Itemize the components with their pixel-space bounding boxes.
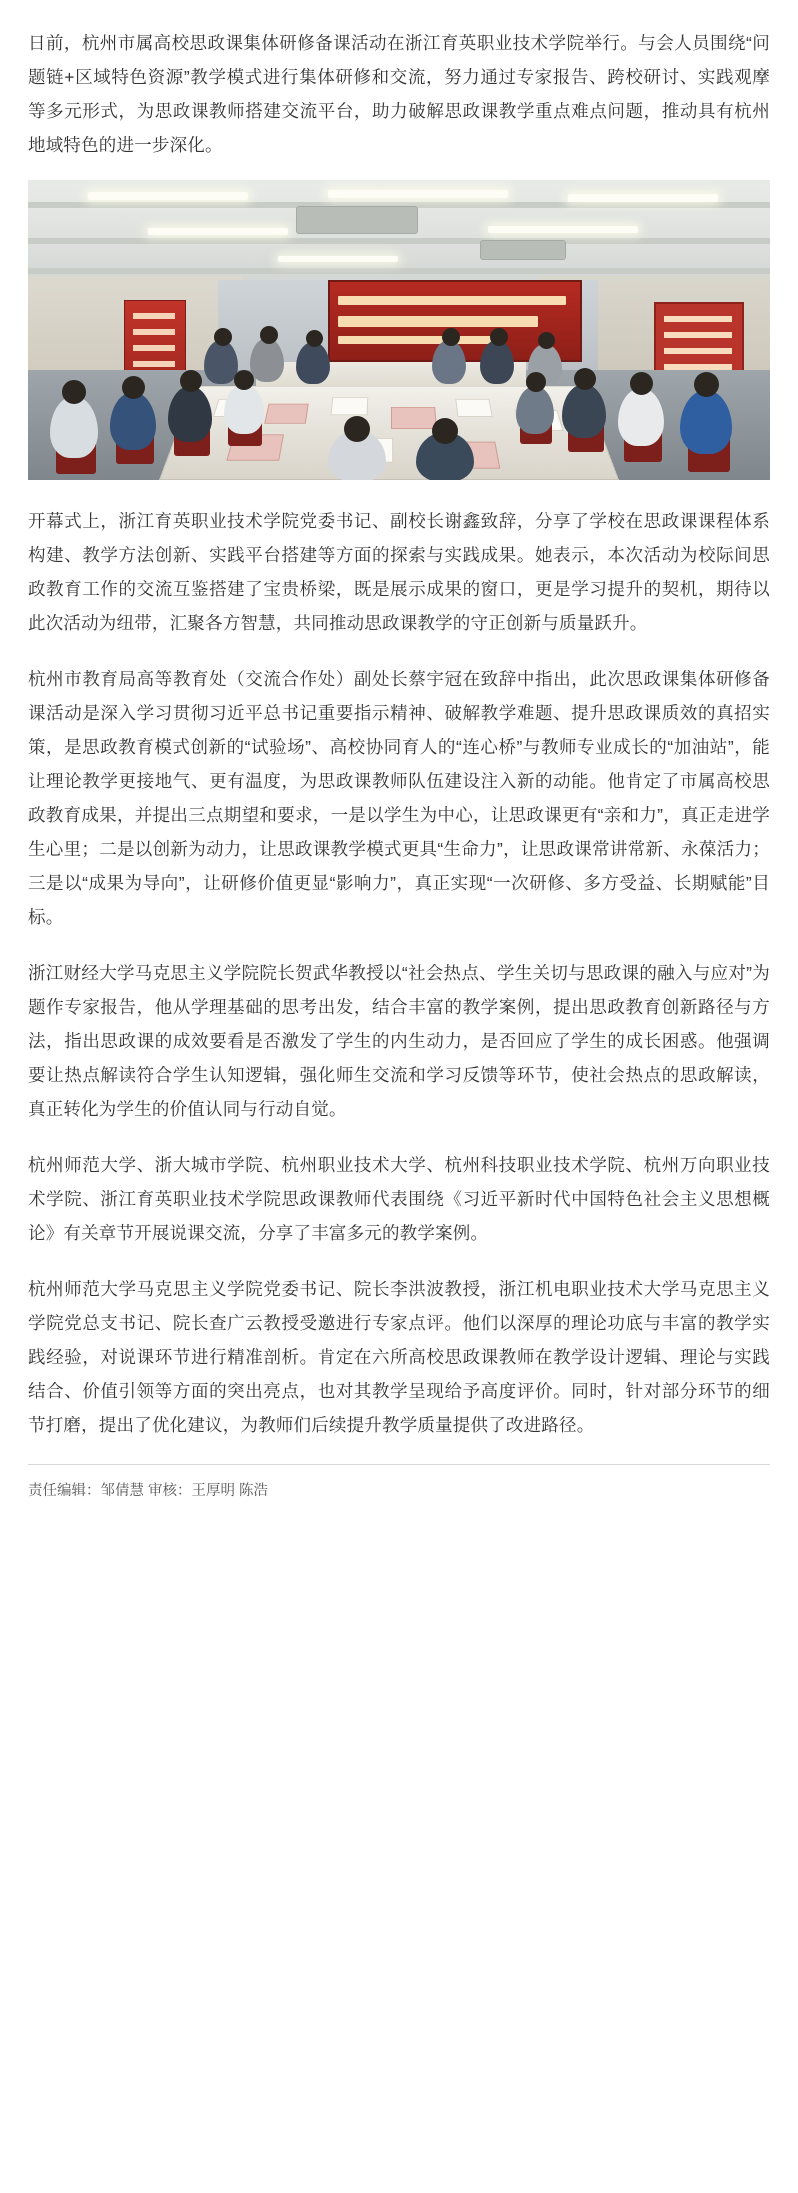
article-paragraph: 开幕式上，浙江育英职业技术学院党委书记、副校长谢鑫致辞，分享了学校在思政课课程体系构建、教学方法创新、实践平台搭建等方面的探索与实践成果。她表示，本次活动为校际间思政教育工作的交流互鉴搭建了宝贵桥梁，既是展示成果的窗口，更是学习提升的契机，期待以此次活动为纽带，汇聚各方智慧，共同推动思政课教学的守正创新与质量跃升。 — [28, 511, 770, 633]
attendee-head — [214, 328, 232, 346]
attendee-head — [306, 330, 323, 347]
article-photo-container — [28, 180, 770, 480]
ceiling-light — [88, 192, 248, 200]
attendee-head — [694, 372, 719, 397]
attendee-head — [630, 372, 653, 395]
attendee — [432, 340, 466, 384]
article-paragraph: 杭州市教育局高等教育处（交流合作处）副处长蔡宇冠在致辞中指出，此次思政课集体研修备课活动是深入学习贯彻习近平总书记重要指示精神、破解教学难题、提升思政课质效的真招实策，是思政教育模式创新的“试验场”、高校协同育人的“连心桥”与教师专业成长的“加油站”，能让理论教学更接地气、更有温度，为思政课教师队伍建设注入新的动能。他肯定了市属高校思政教育成果，并提出三点期望和要求，一是以学生为中心，让思政课更有“亲和力”，真正走进学生心里；二是以创新为动力，让思政课教学模式更具“生命力”，让思政课常讲常新、永葆活力；三是以“成果为导向”，让研修价值更显“影响力”，真正实现“一次研修、多方受益、长期赋能”目标。 — [28, 669, 770, 927]
attendee — [250, 338, 284, 382]
article-footer: 责任编辑：邹倩慧 审核：王厚明 陈浩 — [28, 1464, 770, 1518]
attendee — [204, 340, 238, 384]
air-conditioner-unit — [296, 206, 418, 234]
attendee-head — [344, 416, 370, 442]
air-conditioner-unit — [480, 240, 566, 260]
article-paragraph: 杭州师范大学、浙大城市学院、杭州职业技术大学、杭州科技职业技术学院、杭州万向职业技术学院、浙江育英职业技术学院思政课教师代表围绕《习近平新时代中国特色社会主义思想概论》有关章节开展说课交流，分享了丰富多元的教学案例。 — [28, 1155, 770, 1243]
attendee-head — [574, 368, 596, 390]
attendee — [480, 340, 514, 384]
attendee-head — [526, 372, 546, 392]
screen-text-line — [338, 336, 498, 344]
ceiling-light — [278, 256, 398, 262]
attendee-head — [234, 370, 254, 390]
ceiling-light — [328, 190, 508, 198]
ceiling-beam — [28, 238, 770, 244]
ceiling-light — [148, 228, 288, 235]
attendee-head — [442, 328, 460, 346]
attendee-head — [260, 326, 278, 344]
attendee-head — [432, 418, 458, 444]
ceiling-light — [488, 226, 638, 233]
ceiling-beam — [28, 268, 770, 274]
attendee — [296, 342, 330, 384]
screen-text-line — [338, 316, 538, 327]
attendee-head — [122, 376, 145, 399]
attendee-head — [62, 380, 86, 404]
ceiling-light — [568, 194, 718, 202]
article-paragraph: 杭州师范大学马克思主义学院党委书记、院长李洪波教授，浙江机电职业技术大学马克思主义学院党总支书记、院长查广云教授受邀进行专家点评。他们以深厚的理论功底与丰富的教学实践经验，对说课环节进行精准剖析。肯定在六所高校思政课教师在教学设计逻辑、理论与实践结合、价值引领等方面的突出亮点，也对其教学呈现给予高度评价。同时，针对部分环节的细节打磨，提出了优化建议，为教师们后续提升教学质量提供了改进路径。 — [28, 1279, 770, 1435]
attendee-head — [490, 328, 508, 346]
screen-text-line — [338, 296, 566, 305]
article-paragraph: 浙江财经大学马克思主义学院院长贺武华教授以“社会热点、学生关切与思政课的融入与应对”为题作专家报告，他从学理基础的思考出发，结合丰富的教学案例，提出思政教育创新路径与方法，指出思政课的成效要看是否激发了学生的内生动力，是否回应了学生的成长困惑。他强调要让热点解读符合学生认知逻辑，强化师生交流和学习反馈等环节，使社会热点的思政解读，真正转化为学生的价值认同与行动自觉。 — [28, 963, 770, 1119]
meeting-room-photo — [28, 180, 770, 480]
article-paragraph: 日前，杭州市属高校思政课集体研修备课活动在浙江育英职业技术学院举行。与会人员围绕“问题链+区域特色资源”教学模式进行集体研修和交流，努力通过专家报告、跨校研讨、实践观摩等多元形式，为思政课教师搭建交流平台，助力破解思政课教学重点难点问题，推动具有杭州地域特色的进一步深化。 — [28, 33, 770, 155]
attendee-head — [180, 370, 202, 392]
attendee-head — [538, 332, 555, 349]
